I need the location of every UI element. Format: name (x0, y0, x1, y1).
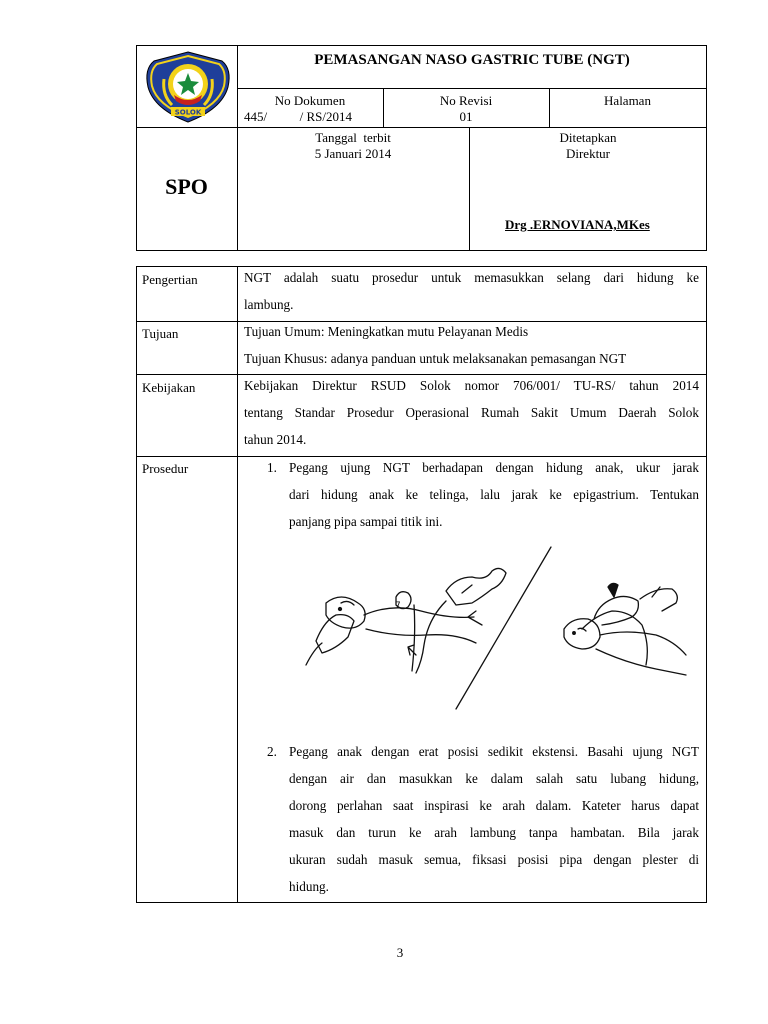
tanggal-terbit-label: Tanggal terbit (315, 130, 391, 145)
page-number: 3 (396, 945, 404, 960)
step-1-line-1: Pegang ujung NGT berhadapan dengan hidung anak, ukur jarak (289, 460, 699, 475)
tanggal-terbit-value: 5 Januari 2014 (314, 146, 392, 161)
step-2-line-5: ukuran sudah masuk semua, fiksasi posisi pipa dengan plester di (289, 852, 699, 867)
document-title: PEMASANGAN NASO GASTRIC TUBE (NGT) (314, 52, 630, 68)
ditetapkan-label: Ditetapkan (559, 130, 617, 145)
halaman-label: Halaman (604, 93, 651, 108)
no-revisi-value: 01 (459, 109, 473, 124)
no-dokumen-label: No Dokumen (274, 93, 346, 108)
spo-label: SPO (165, 174, 208, 199)
tujuan-khusus: Tujuan Khusus: adanya panduan untuk melaksanakan pemasangan NGT (244, 351, 627, 366)
direktur-label: Direktur (565, 146, 611, 161)
step-1-line-3: panjang pipa sampai titik ini. (289, 514, 443, 529)
pengertian-label: Pengertian (142, 272, 198, 287)
no-revisi-label: No Revisi (439, 93, 493, 108)
kebijakan-line-1: Kebijakan Direktur RSUD Solok nomor 706/001/ TU-RS/ tahun 2014 (244, 378, 699, 393)
ngt-procedure-illustration (296, 545, 688, 713)
step-1-number: 1. (267, 460, 277, 475)
step-2-line-6: hidung. (289, 879, 329, 894)
pengertian-line-2: lambung. (244, 297, 294, 312)
step-1-line-2: dari hidung anak ke telinga, lalu jarak ke epigastrium. Tentukan (289, 487, 699, 502)
step-2-line-3: dorong perlahan saat inspirasi ke arah dalam. Kateter harus dapat (289, 798, 699, 813)
signatory-name: Drg .ERNOVIANA,MKes (505, 217, 650, 232)
step-2-line-1: Pegang anak dengan erat posisi sedikit ekstensi. Basahi ujung NGT (289, 744, 699, 759)
kebijakan-line-3: tahun 2014. (244, 432, 307, 447)
pengertian-line-1: NGT adalah suatu prosedur untuk memasukkan selang dari hidung ke (244, 270, 699, 285)
tujuan-umum: Tujuan Umum: Meningkatkan mutu Pelayanan Medis (244, 324, 529, 339)
kebijakan-label: Kebijakan (142, 380, 196, 395)
tujuan-label: Tujuan (142, 326, 179, 341)
svg-text:7: 7 (395, 601, 401, 611)
hospital-logo (142, 49, 234, 125)
step-2-line-2: dengan air dan masukkan ke dalam salah satu lubang hidung, (289, 771, 699, 786)
step-2-number: 2. (267, 744, 277, 759)
step-2-line-4: masuk dan turun ke arah lambung tanpa hambatan. Bila jarak (289, 825, 699, 840)
prosedur-label: Prosedur (142, 461, 189, 476)
logo-text: SOLOK (174, 108, 202, 117)
kebijakan-line-2: tentang Standar Prosedur Operasional Rumah Sakit Umum Daerah Solok (244, 405, 699, 420)
no-dokumen-value: 445/ / RS/2014 (244, 109, 352, 124)
